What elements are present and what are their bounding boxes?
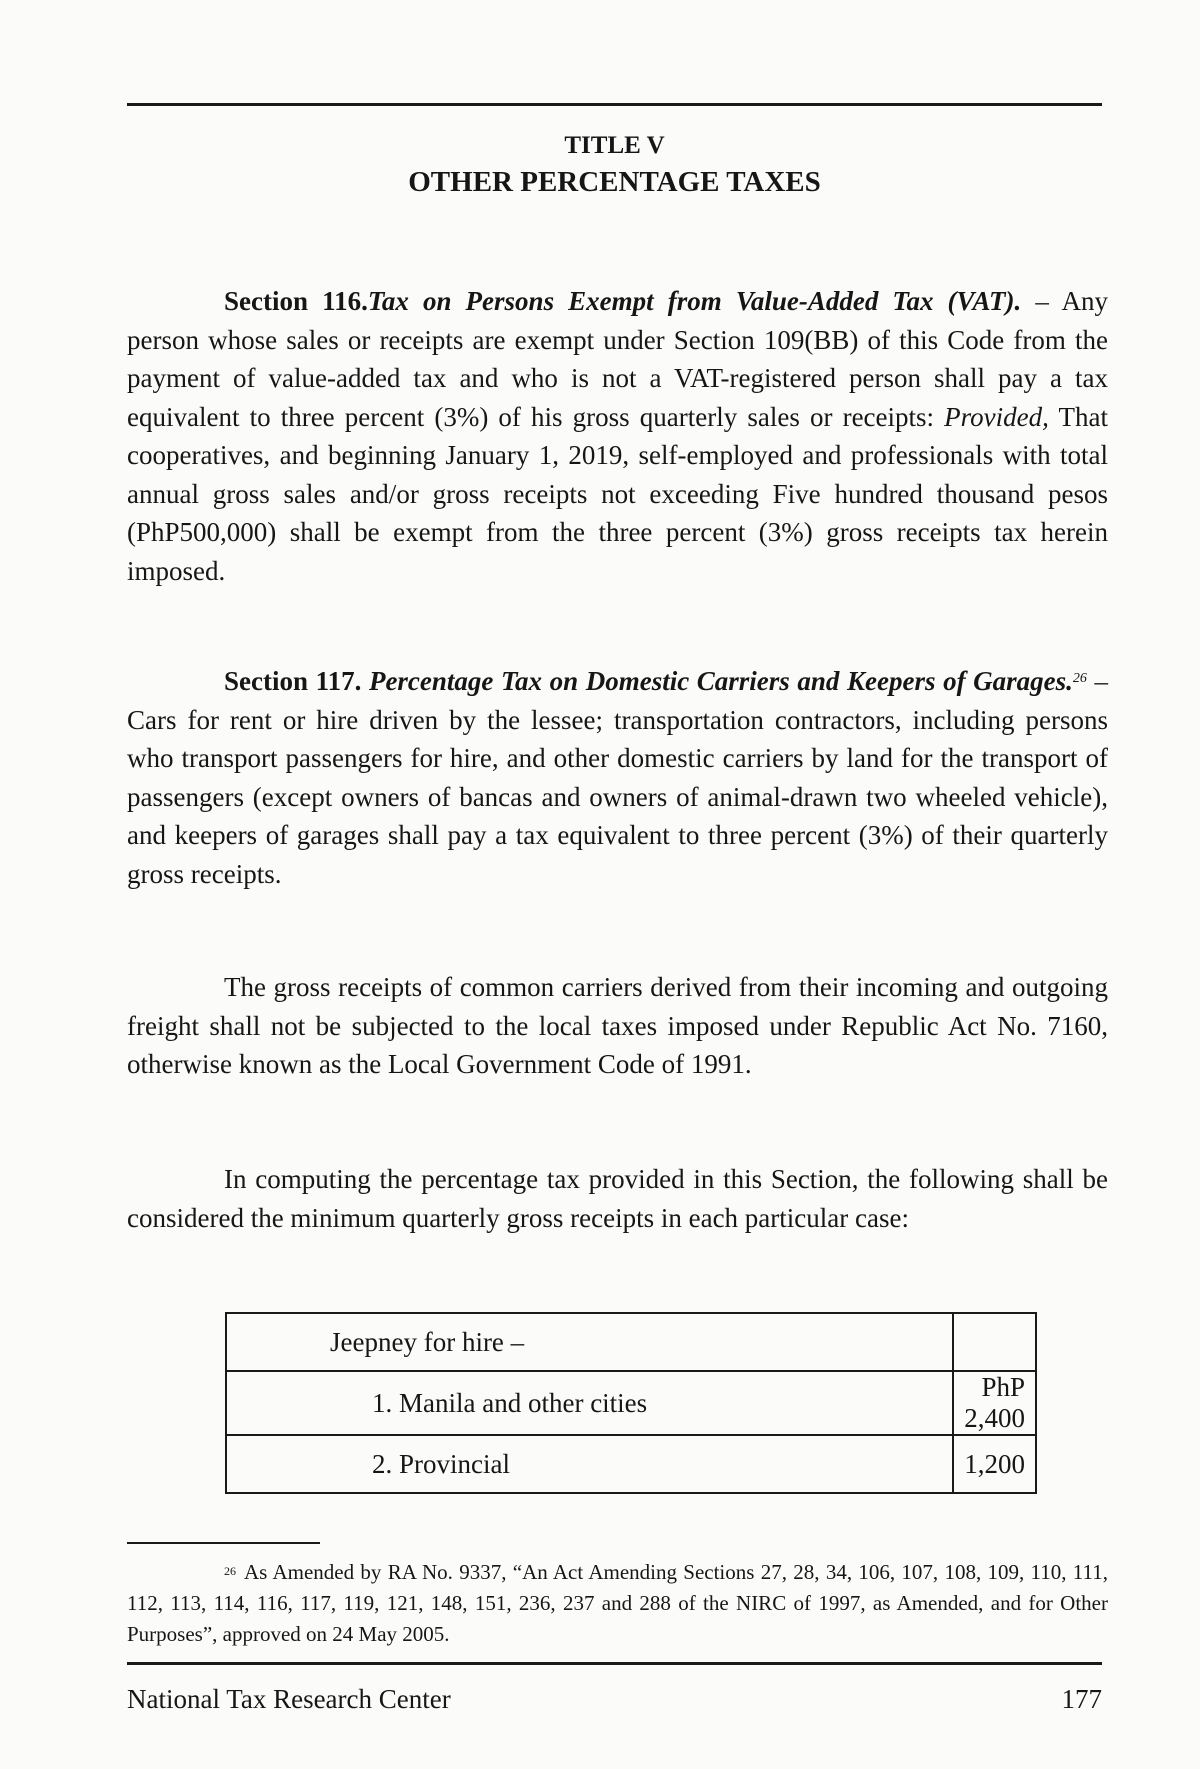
section-117-text: Cars for rent or hire driven by the lessee; transportation contractors, including persons who transport passengers for hire, and other domestic carriers by land for the transport of passengers (except owners of bancas and owners of animal-drawn two wheeled vehicle), and keepers of garages shall pay a tax equivalent to three percent (3%) of their quarterly gross receipts. bbox=[127, 704, 1108, 889]
header-rule bbox=[127, 103, 1102, 106]
table-cell-value: PhP 2,400 bbox=[953, 1371, 1036, 1435]
section-116-text-1: Any person whose sales or receipts are exempt under Section 109(BB) of this Code from the payment of value-added tax and who is not a VAT-registered person shall pay a tax equivalent to three percent (3%) of his gross quarterly sales or receipts: bbox=[127, 286, 1108, 432]
footer-rule bbox=[127, 1662, 1102, 1665]
page-number: 177 bbox=[1061, 1684, 1102, 1714]
gross-receipts-paragraph: The gross receipts of common carriers derived from their incoming and outgoing freight shall not be subjected to the local taxes imposed under Republic Act No. 7160, otherwise known as the Local Government Code of 1991. bbox=[127, 972, 1108, 1079]
section-117-dash: – bbox=[1086, 666, 1108, 696]
section-116-dash: – bbox=[1021, 286, 1062, 316]
table-row bbox=[226, 1435, 1036, 1493]
table-cell-label: 2. Provincial bbox=[226, 1435, 953, 1493]
section-116-number: Section 116. bbox=[224, 286, 368, 316]
title-block bbox=[127, 130, 1102, 202]
table-row bbox=[226, 1371, 1036, 1435]
title-number: TITLE V bbox=[564, 132, 665, 159]
section-116-title: Tax on Persons Exempt from Value-Added Tax (VAT). bbox=[367, 286, 1022, 316]
footnote-rule bbox=[127, 1542, 320, 1544]
footer-publisher: National Tax Research Center bbox=[127, 1684, 451, 1714]
footnote-marker: 26 bbox=[224, 1564, 236, 1578]
table-row bbox=[226, 1313, 1036, 1371]
section-117-paragraph bbox=[127, 662, 1108, 893]
section-116-text-2: That cooperatives, and beginning January 1, 2019, self-employed and professionals with total annual gross sales and/or gross receipts not exceeding Five hundred thousand pesos (PhP500,000) shall be exempt from the three percent (3%) gross receipts tax herein imposed. bbox=[127, 401, 1108, 586]
section-116-provided: Provided, bbox=[944, 401, 1049, 432]
table-cell-value bbox=[953, 1313, 1036, 1371]
section-117-title: Percentage Tax on Domestic Carriers and Keepers of Garages. bbox=[368, 666, 1073, 696]
title-heading: OTHER PERCENTAGE TAXES bbox=[408, 166, 821, 198]
section-117-number: Section 117. bbox=[224, 666, 362, 696]
minimum-receipts-table bbox=[225, 1312, 1037, 1494]
table-cell-value: 1,200 bbox=[953, 1435, 1036, 1493]
footnote bbox=[127, 1557, 1108, 1650]
computing-paragraph: In computing the percentage tax provided in this Section, the following shall be considered the minimum quarterly gross receipts in each particular case: bbox=[127, 1164, 1108, 1233]
table-cell-label: Jeepney for hire – bbox=[226, 1313, 953, 1371]
footnote-reference: 26 bbox=[1072, 671, 1087, 686]
footnote-text: As Amended by RA No. 9337, “An Act Amending Sections 27, 28, 34, 106, 107, 108, 109, 110, 111, 112, 113, 114, 116, 117, 119, 121, 148, 151, 236, 237 and 288 of the NIRC of 1997, as Amended, and for Other Purposes”, approved on 24 May 2005. bbox=[127, 1560, 1108, 1646]
section-116-paragraph bbox=[127, 282, 1108, 590]
table-cell-label: 1. Manila and other cities bbox=[226, 1371, 953, 1435]
